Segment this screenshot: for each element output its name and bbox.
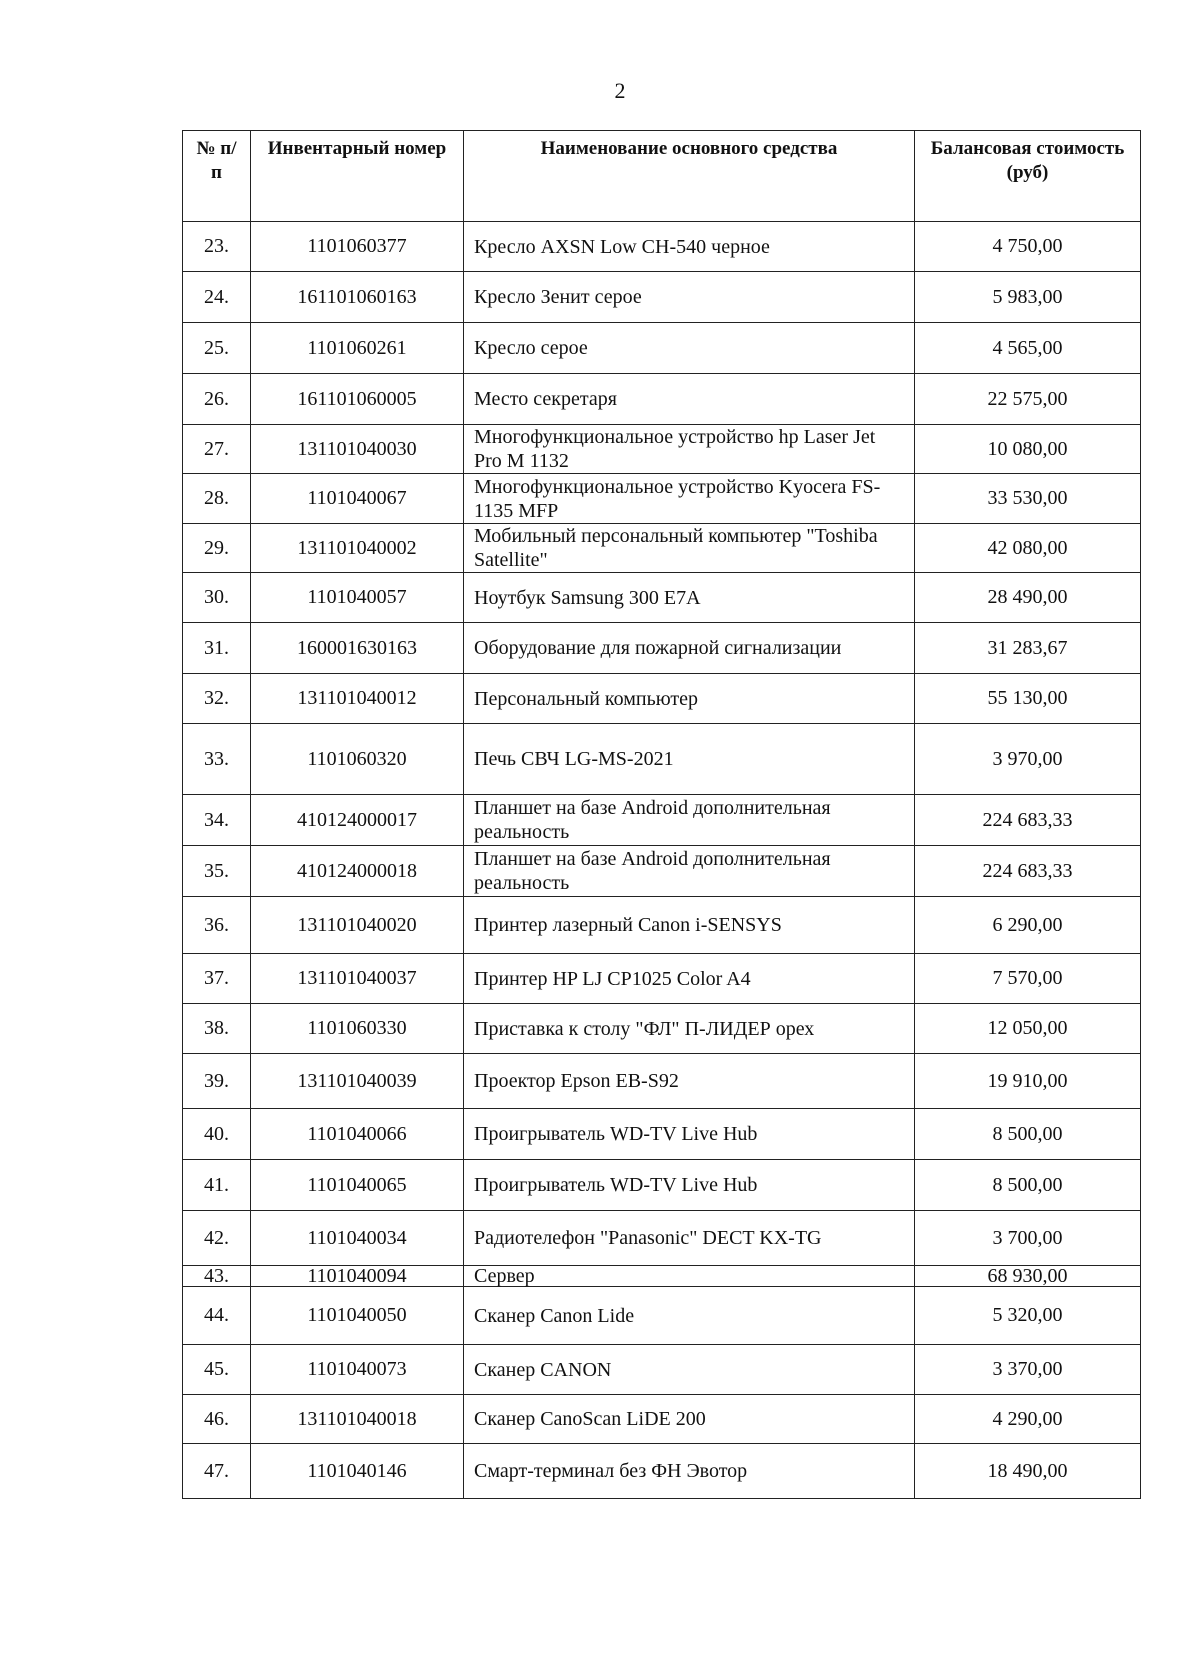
row-number: 43. bbox=[183, 1266, 251, 1287]
row-asset-name: Персональный компьютер bbox=[464, 674, 915, 724]
row-number: 31. bbox=[183, 623, 251, 674]
row-balance-cost: 5 983,00 bbox=[915, 272, 1141, 323]
row-number: 26. bbox=[183, 374, 251, 425]
table-row bbox=[183, 897, 1141, 954]
row-asset-name: Оборудование для пожарной сигнализации bbox=[464, 623, 915, 674]
row-balance-cost: 42 080,00 bbox=[915, 524, 1141, 573]
row-asset-name: Принтер лазерный Canon i-SENSYS bbox=[464, 897, 915, 954]
row-number: 45. bbox=[183, 1345, 251, 1395]
table-row bbox=[183, 1444, 1141, 1499]
row-balance-cost: 18 490,00 bbox=[915, 1444, 1141, 1499]
row-balance-cost: 4 565,00 bbox=[915, 323, 1141, 374]
row-number: 44. bbox=[183, 1287, 251, 1345]
row-balance-cost: 8 500,00 bbox=[915, 1109, 1141, 1160]
row-asset-name: Кресло Зенит серое bbox=[464, 272, 915, 323]
table-row bbox=[183, 1054, 1141, 1109]
table-row bbox=[183, 1395, 1141, 1444]
row-balance-cost: 3 970,00 bbox=[915, 724, 1141, 795]
table-row bbox=[183, 846, 1141, 897]
table-row bbox=[183, 374, 1141, 425]
row-balance-cost: 33 530,00 bbox=[915, 474, 1141, 524]
row-balance-cost: 22 575,00 bbox=[915, 374, 1141, 425]
row-inventory-number: 1101040057 bbox=[251, 573, 464, 623]
row-balance-cost: 31 283,67 bbox=[915, 623, 1141, 674]
row-inventory-number: 1101040066 bbox=[251, 1109, 464, 1160]
row-number: 36. bbox=[183, 897, 251, 954]
row-balance-cost: 55 130,00 bbox=[915, 674, 1141, 724]
row-number: 30. bbox=[183, 573, 251, 623]
row-number: 46. bbox=[183, 1395, 251, 1444]
row-inventory-number: 131101040002 bbox=[251, 524, 464, 573]
row-inventory-number: 131101040012 bbox=[251, 674, 464, 724]
inventory-table bbox=[182, 130, 1141, 1499]
table-row bbox=[183, 1266, 1141, 1287]
row-inventory-number: 410124000017 bbox=[251, 795, 464, 846]
row-inventory-number: 1101060377 bbox=[251, 222, 464, 272]
row-number: 41. bbox=[183, 1160, 251, 1211]
row-inventory-number: 131101040018 bbox=[251, 1395, 464, 1444]
row-balance-cost: 68 930,00 bbox=[915, 1266, 1141, 1287]
row-balance-cost: 5 320,00 bbox=[915, 1287, 1141, 1345]
row-asset-name: Многофункциональное устройство hp Laser Jet Pro M 1132 bbox=[464, 425, 915, 474]
table-header-row bbox=[183, 131, 1141, 222]
table-row bbox=[183, 474, 1141, 524]
row-balance-cost: 19 910,00 bbox=[915, 1054, 1141, 1109]
row-number: 25. bbox=[183, 323, 251, 374]
row-inventory-number: 1101060320 bbox=[251, 724, 464, 795]
row-number: 40. bbox=[183, 1109, 251, 1160]
row-asset-name: Приставка к столу "ФЛ" П-ЛИДЕР орех bbox=[464, 1004, 915, 1054]
row-asset-name: Смарт-терминал без ФН Эвотор bbox=[464, 1444, 915, 1499]
table-row bbox=[183, 724, 1141, 795]
row-inventory-number: 1101040067 bbox=[251, 474, 464, 524]
header-num: № п/п bbox=[183, 131, 251, 222]
row-number: 23. bbox=[183, 222, 251, 272]
row-asset-name: Проектор Epson EB-S92 bbox=[464, 1054, 915, 1109]
row-balance-cost: 8 500,00 bbox=[915, 1160, 1141, 1211]
row-asset-name: Принтер HP LJ CP1025 Color A4 bbox=[464, 954, 915, 1004]
table-row bbox=[183, 1004, 1141, 1054]
row-asset-name: Кресло серое bbox=[464, 323, 915, 374]
row-asset-name: Сканер Canon Lide bbox=[464, 1287, 915, 1345]
row-balance-cost: 28 490,00 bbox=[915, 573, 1141, 623]
table-row bbox=[183, 425, 1141, 474]
table-row bbox=[183, 954, 1141, 1004]
row-inventory-number: 160001630163 bbox=[251, 623, 464, 674]
row-number: 42. bbox=[183, 1211, 251, 1266]
row-number: 37. bbox=[183, 954, 251, 1004]
table-row bbox=[183, 524, 1141, 573]
row-inventory-number: 131101040039 bbox=[251, 1054, 464, 1109]
row-number: 34. bbox=[183, 795, 251, 846]
row-inventory-number: 131101040037 bbox=[251, 954, 464, 1004]
row-balance-cost: 224 683,33 bbox=[915, 846, 1141, 897]
table-row bbox=[183, 795, 1141, 846]
row-asset-name: Проигрыватель WD-TV Live Hub bbox=[464, 1160, 915, 1211]
row-inventory-number: 1101040073 bbox=[251, 1345, 464, 1395]
row-balance-cost: 3 700,00 bbox=[915, 1211, 1141, 1266]
row-asset-name: Кресло AXSN Low CH-540 черное bbox=[464, 222, 915, 272]
row-asset-name: Ноутбук Samsung 300 E7A bbox=[464, 573, 915, 623]
row-asset-name: Мобильный персональный компьютер "Toshiba Satellite" bbox=[464, 524, 915, 573]
row-asset-name: Многофункциональное устройство Kyocera FS-1135 MFP bbox=[464, 474, 915, 524]
row-inventory-number: 1101040050 bbox=[251, 1287, 464, 1345]
row-balance-cost: 6 290,00 bbox=[915, 897, 1141, 954]
row-number: 47. bbox=[183, 1444, 251, 1499]
row-balance-cost: 4 290,00 bbox=[915, 1395, 1141, 1444]
row-inventory-number: 410124000018 bbox=[251, 846, 464, 897]
row-number: 28. bbox=[183, 474, 251, 524]
row-inventory-number: 1101040146 bbox=[251, 1444, 464, 1499]
row-asset-name: Планшет на базе Android дополнительная реальность bbox=[464, 846, 915, 897]
row-asset-name: Проигрыватель WD-TV Live Hub bbox=[464, 1109, 915, 1160]
table-row bbox=[183, 1287, 1141, 1345]
row-number: 27. bbox=[183, 425, 251, 474]
header-asset-name: Наименование основного средства bbox=[464, 131, 915, 222]
row-asset-name: Радиотелефон "Panasonic" DECT KX-TG bbox=[464, 1211, 915, 1266]
row-balance-cost: 224 683,33 bbox=[915, 795, 1141, 846]
row-asset-name: Место секретаря bbox=[464, 374, 915, 425]
row-inventory-number: 161101060163 bbox=[251, 272, 464, 323]
row-inventory-number: 161101060005 bbox=[251, 374, 464, 425]
row-inventory-number: 1101040034 bbox=[251, 1211, 464, 1266]
table-row bbox=[183, 1211, 1141, 1266]
table-row bbox=[183, 1109, 1141, 1160]
row-asset-name: Сервер bbox=[464, 1266, 915, 1287]
table-row bbox=[183, 623, 1141, 674]
row-inventory-number: 1101060261 bbox=[251, 323, 464, 374]
row-balance-cost: 4 750,00 bbox=[915, 222, 1141, 272]
row-asset-name: Печь СВЧ LG-MS-2021 bbox=[464, 724, 915, 795]
table-row bbox=[183, 1160, 1141, 1211]
row-inventory-number: 1101040094 bbox=[251, 1266, 464, 1287]
table-row bbox=[183, 573, 1141, 623]
header-balance-cost: Балансовая стоимость (руб) bbox=[915, 131, 1141, 222]
row-number: 38. bbox=[183, 1004, 251, 1054]
row-asset-name: Сканер CanoScan LiDE 200 bbox=[464, 1395, 915, 1444]
table-body bbox=[183, 222, 1141, 1499]
page-number: 2 bbox=[614, 78, 626, 103]
row-inventory-number: 1101060330 bbox=[251, 1004, 464, 1054]
row-number: 33. bbox=[183, 724, 251, 795]
row-number: 29. bbox=[183, 524, 251, 573]
table-row bbox=[183, 674, 1141, 724]
header-inventory-number: Инвентарный номер bbox=[251, 131, 464, 222]
row-number: 39. bbox=[183, 1054, 251, 1109]
table-row bbox=[183, 272, 1141, 323]
row-number: 24. bbox=[183, 272, 251, 323]
row-number: 32. bbox=[183, 674, 251, 724]
table-row bbox=[183, 323, 1141, 374]
row-number: 35. bbox=[183, 846, 251, 897]
row-inventory-number: 1101040065 bbox=[251, 1160, 464, 1211]
table-row bbox=[183, 222, 1141, 272]
row-inventory-number: 131101040030 bbox=[251, 425, 464, 474]
row-balance-cost: 12 050,00 bbox=[915, 1004, 1141, 1054]
row-balance-cost: 3 370,00 bbox=[915, 1345, 1141, 1395]
row-balance-cost: 7 570,00 bbox=[915, 954, 1141, 1004]
table-row bbox=[183, 1345, 1141, 1395]
row-balance-cost: 10 080,00 bbox=[915, 425, 1141, 474]
row-asset-name: Планшет на базе Android дополнительная реальность bbox=[464, 795, 915, 846]
row-inventory-number: 131101040020 bbox=[251, 897, 464, 954]
row-asset-name: Сканер CANON bbox=[464, 1345, 915, 1395]
